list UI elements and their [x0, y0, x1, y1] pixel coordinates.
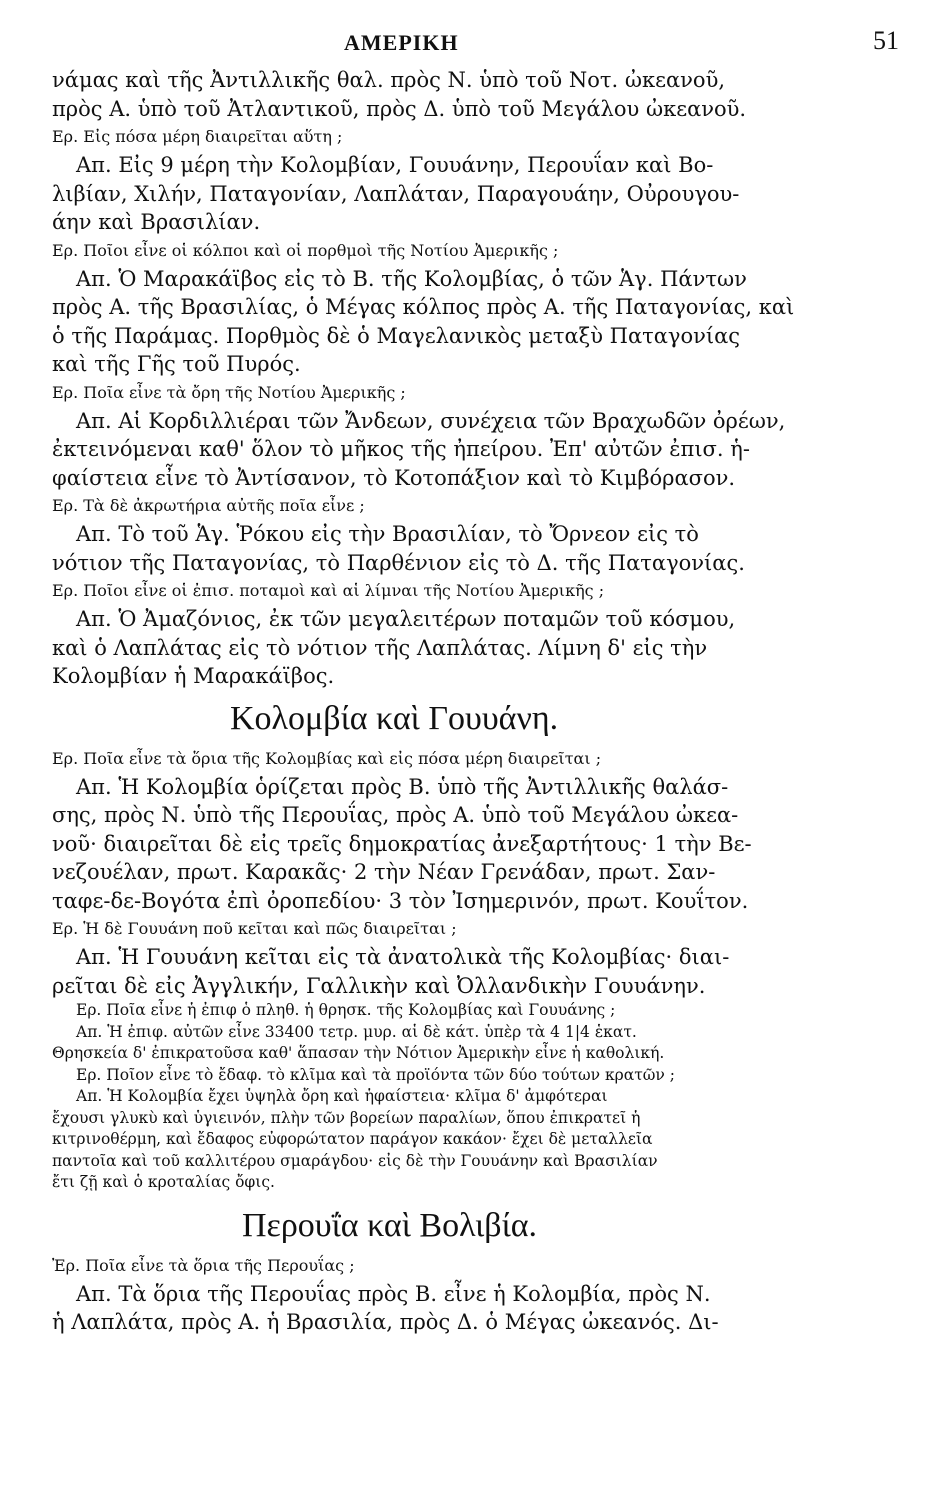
- text-line: Απ. Ἡ Κολομβία ἔχει ὑψηλὰ ὄρη καὶ ἡφαίστεια· κλῖμα δ' ἀμφότεραι: [76, 1087, 608, 1105]
- text-line: Ερ. Ποῖον εἶνε τὸ ἔδαφ. τὸ κλῖμα καὶ τὰ προϊόντα τῶν δύο τούτων κρατῶν ;: [76, 1065, 676, 1084]
- text-line: Κολομβίαν ἡ Μαρακάϊβος.: [52, 664, 335, 688]
- text-line: νεζουέλαν, πρωτ. Καρακᾶς· 2 τὴν Νέαν Γρενάδαν, πρωτ. Σαν-: [52, 860, 716, 884]
- text-line: Ερ. Τὰ δὲ ἀκρωτήρια αὐτῆς ποῖα εἶνε ;: [52, 496, 365, 515]
- text-line: ρεῖται δὲ εἰς Ἀγγλικήν, Γαλλικὴν καὶ Ὀλλανδικὴν Γουυάνην.: [52, 973, 706, 998]
- text-line: ἐκτεινόμεναι καθ' ὅλον τὸ μῆκος τῆς ἠπείρου. Ἐπ' αὐτῶν ἐπισ. ἡ-: [52, 437, 750, 461]
- text-line: καὶ τῆς Γῆς τοῦ Πυρός.: [52, 352, 301, 376]
- text-block-south-america: [52, 66, 795, 691]
- text-line: Ἐρ. Ποῖα εἶνε τὰ ὅρια τῆς Περουΐας ;: [52, 1255, 355, 1275]
- text-line: πρὸς Α. ὑπὸ τοῦ Ἀτλαντικοῦ, πρὸς Δ. ὑπὸ τοῦ Μεγάλου ὠκεανοῦ.: [52, 96, 747, 121]
- text-line: Απ. Τὰ ὅρια τῆς Περουΐας πρὸς Β. εἶνε ἡ Κολομβία, πρὸς Ν.: [76, 1281, 711, 1306]
- section-title-peru-bolivia: Περουΐα καὶ Βολιβία.: [242, 1206, 538, 1244]
- text-line: Απ. Αἱ Κορδιλλιέραι τῶν Ἄνδεων, συνέχεια τῶν Βραχωδῶν ὀρέων,: [76, 408, 786, 433]
- page-header: [52, 20, 899, 66]
- text-line: νοῦ· διαιρεῖται δὲ εἰς τρεῖς δημοκρατίας ἀνεξαρτήτους· 1 τὴν Βε-: [52, 831, 752, 856]
- text-line: Απ. Ἡ ἐπιφ. αὐτῶν εἶνε 33400 τετρ. μυρ. αἱ δὲ κάτ. ὑπὲρ τὰ 4 1|4 ἑκατ.: [76, 1022, 637, 1041]
- text-line: Θρησκεία δ' ἐπικρατοῦσα καθ' ἅπασαν τὴν Νότιον Ἀμερικὴν εἶνε ἡ καθολική.: [52, 1044, 665, 1062]
- text-line: ταφε-δε-Βογότα ἐπὶ ὀροπεδίου· 3 τὸν Ἰσημερινόν, πρωτ. Κουΐτον.: [52, 888, 749, 913]
- text-line: πρὸς Α. τῆς Βρασιλίας, ὁ Μέγας κόλπος πρὸς Α. τῆς Παταγονίας, καὶ: [52, 295, 795, 319]
- text-line: Ερ. Ποῖα εἶνε τὰ ὄρη τῆς Νοτίου Ἀμερικῆς ;: [52, 382, 406, 402]
- text-block-small-print: [52, 1000, 769, 1194]
- text-line: Ερ. Ἡ δὲ Γουυάνη ποῦ κεῖται καὶ πῶς διαιρεῖται ;: [52, 919, 457, 938]
- text-line: Απ. Ὁ Μαρακάϊβος εἰς τὸ Β. τῆς Κολομβίας, ὁ τῶν Ἁγ. Πάντων: [76, 266, 747, 291]
- text-line: Ερ. Ποῖα εἶνε τὰ ὅρια τῆς Κολομβίας καὶ εἰς πόσα μέρη διαιρεῖται ;: [52, 748, 602, 768]
- text-line: νάμας καὶ τῆς Ἀντιλλικῆς θαλ. πρὸς Ν. ὑπὸ τοῦ Νοτ. ὠκεανοῦ,: [52, 68, 726, 92]
- text-line: Ερ. Ποῖοι εἶνε οἱ κόλποι καὶ οἱ πορθμοὶ τῆς Νοτίου Ἀμερικῆς ;: [52, 240, 559, 260]
- text-line: ὁ τῆς Παράμας. Πορθμὸς δὲ ὁ Μαγελανικὸς μεταξὺ Παταγονίας: [52, 323, 741, 348]
- text-line: Ερ. Ποῖοι εἶνε οἱ ἐπισ. ποταμοὶ καὶ αἱ λίμναι τῆς Νοτίου Ἀμερικῆς ;: [52, 581, 605, 600]
- text-line: ἔτι ζῇ καὶ ὁ κροταλίας ὄφις.: [52, 1173, 275, 1191]
- text-line: Ερ. Ποῖα εἶνε ἡ ἐπιφ ὁ πληθ. ἡ θρησκ. τῆς Κολομβίας καὶ Γουυάνης ;: [76, 1001, 616, 1019]
- text-line: άην καὶ Βρασιλίαν.: [52, 210, 261, 234]
- running-title: ΑΜΕΡΙΚΗ: [344, 30, 459, 55]
- text-line: ἔχουσι γλυκὺ καὶ ὑγιεινόν, πλὴν τῶν βορείων παραλίων, ὅπου ἐπικρατεῖ ἡ: [52, 1108, 641, 1127]
- section-title-colombia-guiana: Κολομβία καὶ Γουυάνη.: [230, 699, 559, 737]
- text-line: καὶ ὁ Λαπλάτας εἰς τὸ νότιον τῆς Λαπλάτας. Λίμνη δ' εἰς τὴν: [52, 635, 708, 660]
- text-line: Απ. Ἡ Κολομβία ὁρίζεται πρὸς Β. ὑπὸ τῆς Ἀντιλλικῆς θαλάσ-: [76, 774, 729, 799]
- text-line: νότιον τῆς Παταγονίας, τὸ Παρθένιον εἰς τὸ Δ. τῆς Παταγονίας.: [52, 550, 745, 575]
- text-line: Απ. Εἰς 9 μέρη τὴν Κολομβίαν, Γουυάνην, Περουΐαν καὶ Βο-: [76, 153, 714, 177]
- text-line: κιτρινοθέρμη, καὶ ἔδαφος εὐφορώτατον παράγον κακάον· ἔχει δὲ μεταλλεῖα: [52, 1130, 653, 1148]
- text-line: ἡ Λαπλάτα, πρὸς Α. ἡ Βρασιλία, πρὸς Δ. ὁ Μέγας ὠκεανός. Δι-: [52, 1310, 719, 1334]
- text-line: Απ. Τὸ τοῦ Ἁγ. Ῥόκου εἰς τὴν Βρασιλίαν, τὸ Ὄρνεον εἰς τὸ: [76, 522, 699, 546]
- text-line: παντοῖα καὶ τοῦ καλλιτέρου σμαράγδου· εἰς δὲ τὴν Γουυάνην καὶ Βρασιλίαν: [52, 1151, 658, 1170]
- text-line: Απ. Ἡ Γουυάνη κεῖται εἰς τὰ ἀνατολικὰ τῆς Κολομβίας· διαι-: [76, 945, 730, 969]
- text-block-colombia-guiana: [52, 745, 769, 1001]
- text-block-peru: [52, 1252, 769, 1337]
- text-line: Απ. Ὁ Ἀμαζόνιος, ἐκ τῶν μεγαλειτέρων ποταμῶν τοῦ κόσμου,: [76, 607, 736, 631]
- page-number: 51: [873, 26, 899, 55]
- text-line: λιβίαν, Χιλήν, Παταγονίαν, Λαπλάταν, Παραγουάην, Οὐρουγου-: [52, 181, 740, 206]
- text-line: Ερ. Εἰς πόσα μέρη διαιρεῖται αὕτη ;: [52, 127, 343, 146]
- text-line: φαίστεια εἶνε τὸ Ἀντίσανον, τὸ Κοτοπάξιον καὶ τὸ Κιμβόρασον.: [52, 465, 736, 490]
- text-line: σης, πρὸς Ν. ὑπὸ τῆς Περουΐας, πρὸς Α. ὑπὸ τοῦ Μεγάλου ὠκεα-: [52, 803, 739, 827]
